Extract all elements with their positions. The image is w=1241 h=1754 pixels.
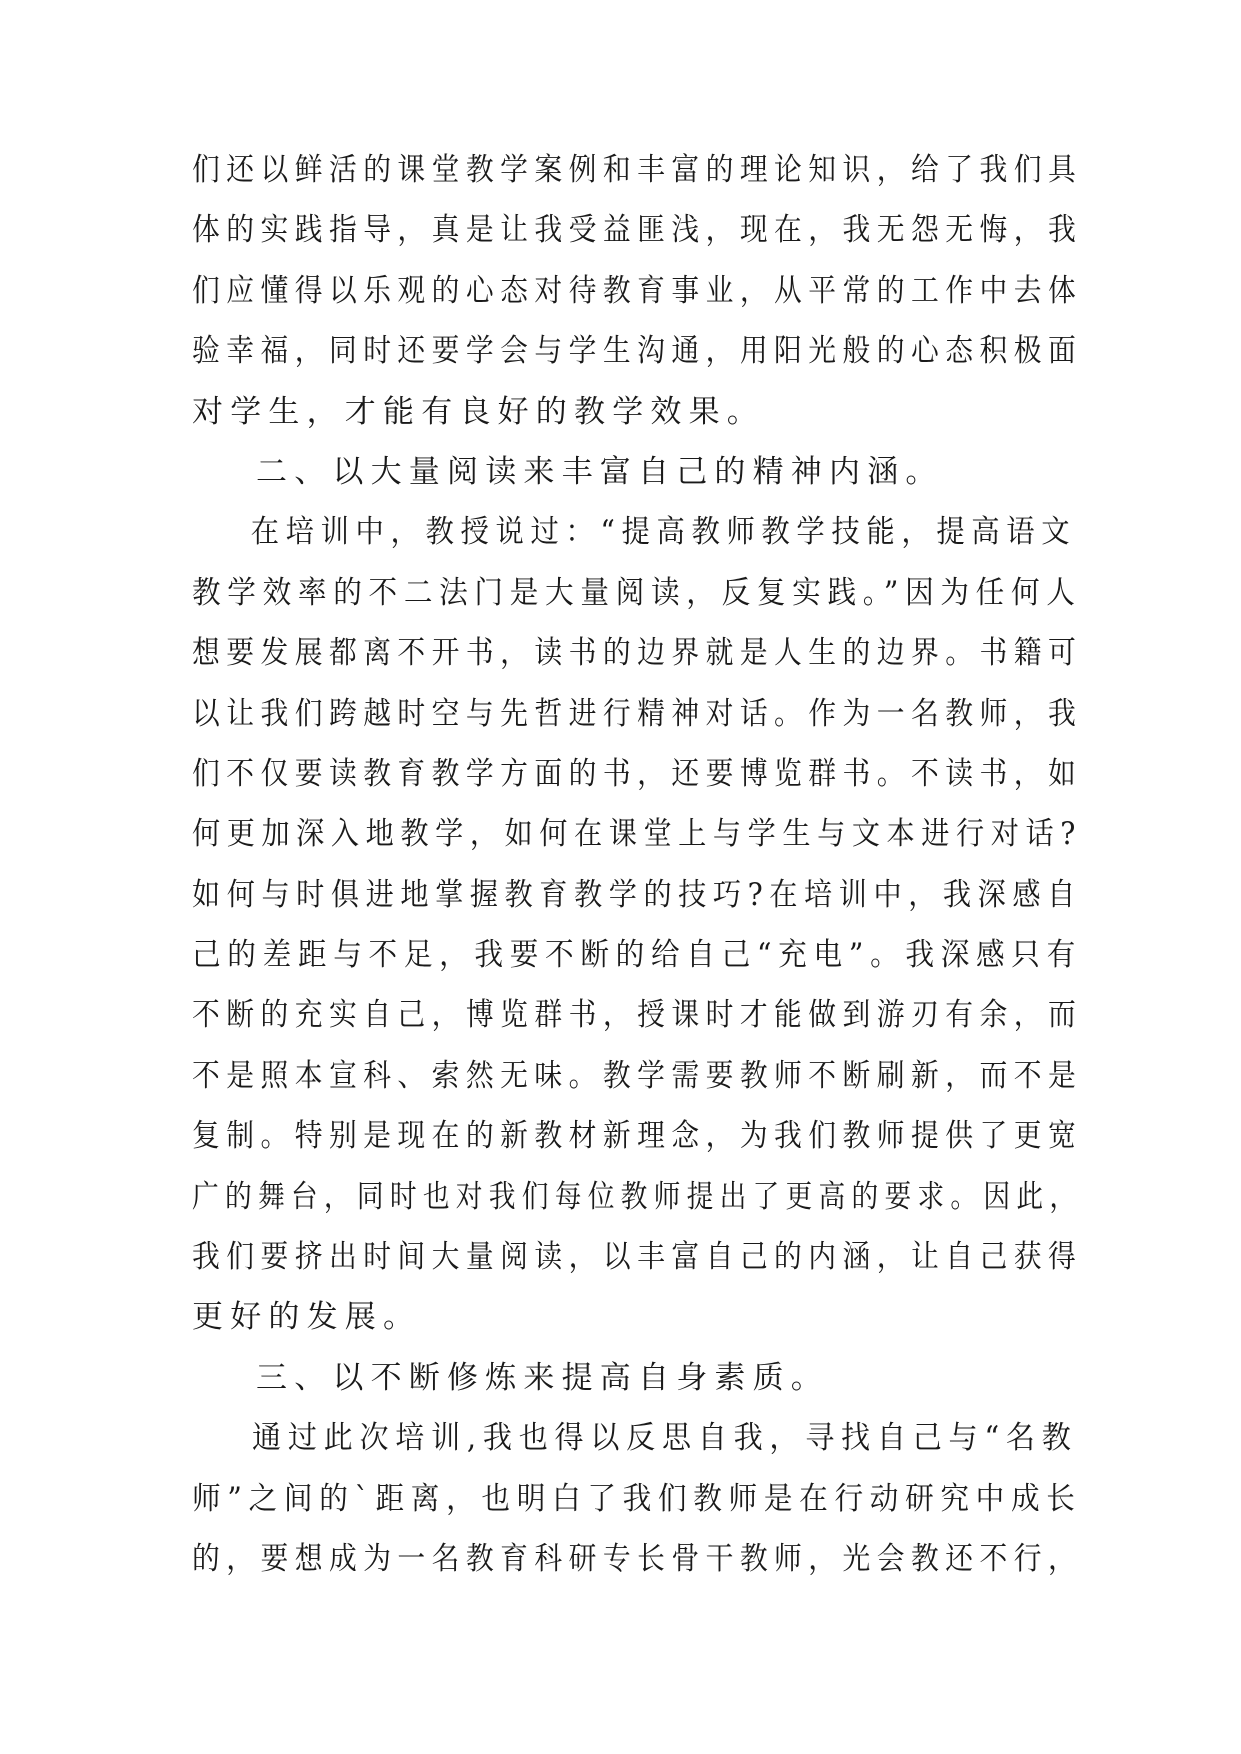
text-line: 如何与时俱进地掌握教育教学的技巧?在培训中，我深感自 (192, 876, 1082, 913)
document-page (192, 140, 1083, 1589)
text-line: 不断的充实自己，博览群书，授课时才能做到游刃有余，而 (192, 997, 1083, 1034)
text-line: 通过此次培训,我也得以反思自我，寻找自己与“名教 (252, 1420, 1078, 1457)
text-line: 师”之间的`距离，也明白了我们教师是在行动研究中成长 (192, 1480, 1082, 1517)
text-line: 广的舞台，同时也对我们每位教师提出了更高的要求。因此， (192, 1178, 1083, 1215)
text-line: 己的差距与不足，我要不断的给自己“充电”。我深感只有 (192, 937, 1082, 974)
text-line: 想要发展都离不开书，读书的边界就是人生的边界。书籍可 (192, 635, 1083, 672)
section-heading: 三、以不断修炼来提高自身素质。 (256, 1359, 829, 1396)
text-line: 体的实践指导，真是让我受益匪浅，现在，我无怨无悔，我 (192, 212, 1083, 249)
section-heading: 二、以大量阅读来丰富自己的精神内涵。 (256, 453, 944, 490)
text-line: 教学效率的不二法门是大量阅读，反复实践。”因为任何人 (192, 574, 1082, 611)
text-line: 以让我们跨越时空与先哲进行精神对话。作为一名教师，我 (192, 695, 1083, 732)
text-line: 们应懂得以乐观的心态对待教育事业，从平常的工作中去体 (192, 272, 1083, 309)
text-line: 在培训中，教授说过：“提高教师教学技能，提高语文 (250, 514, 1077, 551)
text-line: 的，要想成为一名教育科研专长骨干教师，光会教还不行， (192, 1540, 1083, 1577)
text-line: 更好的发展。 (192, 1299, 422, 1336)
text-line: 们不仅要读教育教学方面的书，还要博览群书。不读书，如 (192, 755, 1083, 792)
text-line: 我们要挤出时间大量阅读，以丰富自己的内涵，让自己获得 (192, 1239, 1083, 1276)
text-line: 复制。特别是现在的新教材新理念，为我们教师提供了更宽 (192, 1118, 1083, 1155)
text-line: 不是照本宣科、索然无味。教学需要教师不断刷新，而不是 (192, 1057, 1083, 1094)
text-line: 验幸福，同时还要学会与学生沟通，用阳光般的心态积极面 (192, 333, 1083, 370)
text-line: 对学生，才能有良好的教学效果。 (192, 393, 765, 430)
text-line: 何更加深入地教学，如何在课堂上与学生与文本进行对话? (192, 816, 1082, 853)
text-line: 们还以鲜活的课堂教学案例和丰富的理论知识，给了我们具 (192, 152, 1083, 188)
